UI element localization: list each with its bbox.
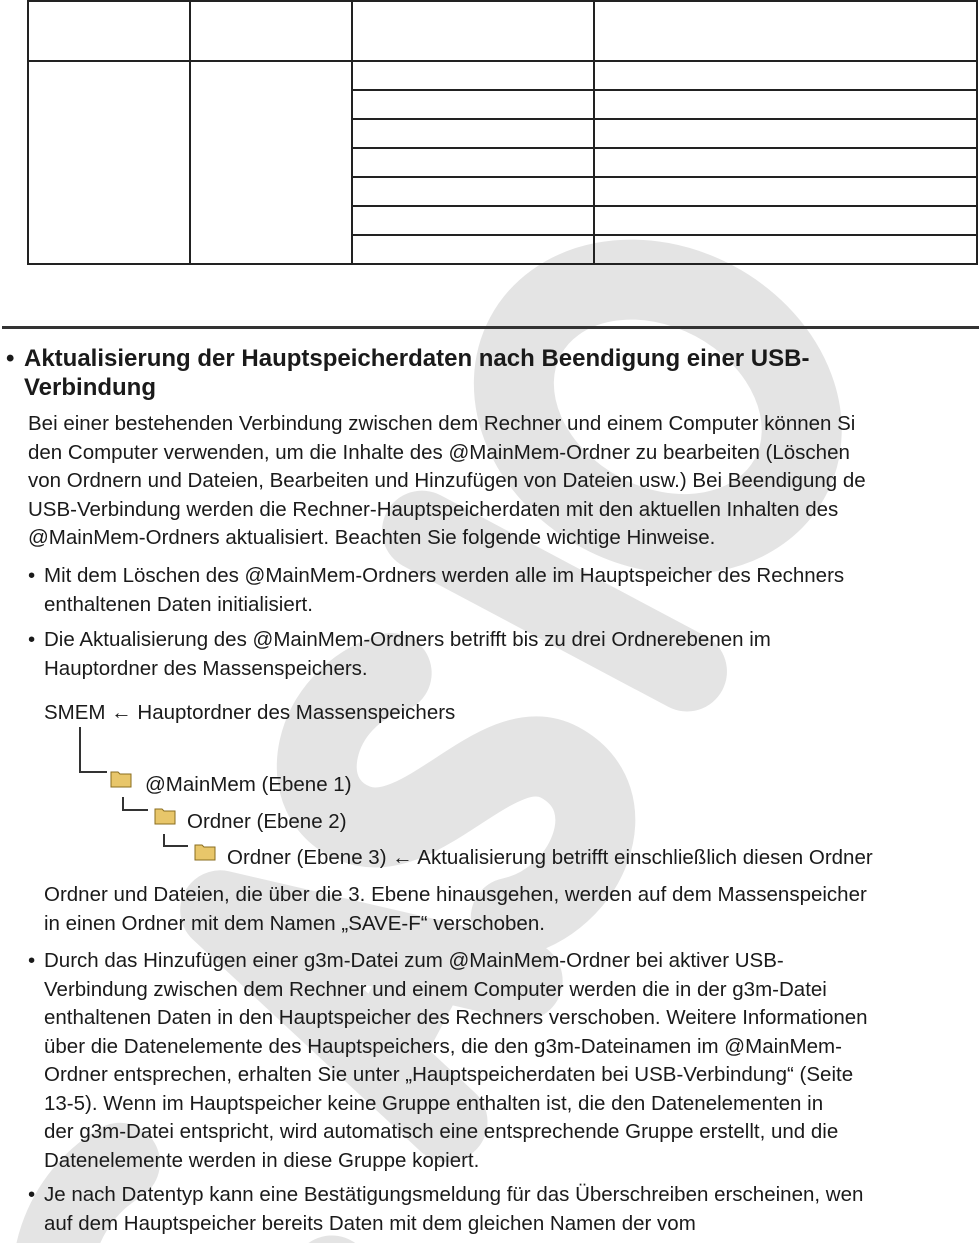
table-cell	[352, 119, 594, 148]
text-line: Verbindung zwischen dem Rechner und einem Computer werden die in der g3m-Datei	[44, 977, 827, 1001]
text-line: @MainMem-Ordners aktualisiert. Beachten Sie folgende wichtige Hinweise.	[28, 526, 716, 549]
tree-level1-label: @MainMem (Ebene 1)	[145, 773, 352, 796]
text-line: Ordner und Dateien, die über die 3. Ebene hinausgehen, werden auf dem Massenspeicher	[44, 883, 867, 906]
text-line: Datenelemente werden in diese Gruppe kopiert.	[44, 1148, 480, 1172]
tree-root: SMEM ← Hauptordner des Massenspeichers	[44, 701, 456, 724]
table-cell	[352, 1, 594, 61]
text-line: Durch das Hinzufügen einer g3m-Datei zum @MainMem-Ordner bei aktiver USB-	[44, 949, 784, 972]
text-line: den Computer verwenden, um die Inhalte des @MainMem-Ordner zu bearbeiten (Löschen	[28, 440, 850, 464]
table-cell	[594, 148, 977, 177]
table-cell	[28, 1, 190, 61]
tree-level3-label: Ordner (Ebene 3) ← Aktualisierung betrifft einschließlich diesen Ordner	[227, 846, 873, 869]
heading-line: Verbindung	[24, 374, 156, 401]
text-line: Bei einer bestehenden Verbindung zwischen dem Rechner und einem Computer können Si	[28, 412, 856, 435]
bullet-item	[28, 947, 978, 1175]
tree-connector	[79, 727, 81, 773]
heading-bullet: •	[6, 345, 15, 372]
text-line: Die Aktualisierung des @MainMem-Ordners betrifft bis zu drei Ordnerebenen im	[44, 628, 771, 651]
folder-icon	[154, 806, 176, 825]
table-cell	[594, 206, 977, 235]
table-cell	[594, 119, 977, 148]
folder-icon	[194, 842, 216, 861]
table-cell-merged	[190, 61, 352, 264]
data-table	[27, 0, 978, 265]
table-header-row	[28, 1, 977, 61]
table-cell	[352, 235, 594, 264]
section-divider	[2, 326, 979, 329]
text-line: Je nach Datentyp kann eine Bestätigungsmeldung für das Überschreiben erscheinen, wen	[44, 1183, 864, 1206]
after-tree-paragraph	[44, 881, 979, 938]
heading-line: Aktualisierung der Hauptspeicherdaten nach Beendigung einer USB-	[24, 345, 810, 372]
tree-connector	[79, 771, 107, 773]
table-cell	[352, 148, 594, 177]
text-line: USB-Verbindung werden die Rechner-Hauptspeicherdaten mit den aktuellen Inhalten des	[28, 497, 839, 521]
bullet-dot: •	[28, 628, 36, 651]
text-line: enthaltenen Daten in den Hauptspeicher des Rechners verschoben. Weitere Informationen	[44, 1006, 868, 1029]
text-line: Hauptordner des Massenspeichers.	[44, 656, 368, 680]
folder-icon	[110, 769, 132, 788]
table-row	[28, 61, 977, 90]
table-cell-merged	[28, 61, 190, 264]
table-cell	[594, 90, 977, 119]
bullet-item	[28, 1181, 978, 1238]
bullet-dot: •	[28, 1183, 36, 1206]
table-cell	[352, 206, 594, 235]
table-cell	[594, 177, 977, 206]
table-cell	[594, 61, 977, 90]
text-line: von Ordnern und Dateien, Bearbeiten und Hinzufügen von Dateien usw.) Bei Beendigung de	[28, 469, 866, 492]
text-line: Mit dem Löschen des @MainMem-Ordners werden alle im Hauptspeicher des Rechners	[44, 564, 845, 587]
table-cell	[352, 177, 594, 206]
table-cell	[352, 61, 594, 90]
bullet-item	[28, 562, 978, 619]
tree-connector	[163, 845, 188, 847]
intro-paragraph	[28, 410, 978, 553]
text-line: der g3m-Datei entspricht, wird automatisch eine entsprechende Gruppe erstellt, und die	[44, 1120, 839, 1143]
text-line: über die Datenelemente des Hauptspeichers, die den g3m-Dateinamen im @MainMem-	[44, 1034, 842, 1058]
text-line: 13-5). Wenn im Hauptspeicher keine Gruppe enthalten ist, die den Datenelementen in	[44, 1091, 824, 1115]
table-cell	[594, 1, 977, 61]
bullet-item	[28, 626, 978, 683]
table-cell	[190, 1, 352, 61]
text-line: auf dem Hauptspeicher bereits Daten mit dem gleichen Namen der vom	[44, 1211, 696, 1235]
tree-level2-label: Ordner (Ebene 2)	[187, 810, 347, 833]
table-cell	[594, 235, 977, 264]
bullet-dot: •	[28, 564, 36, 587]
bullet-dot: •	[28, 949, 36, 972]
tree-connector	[122, 809, 148, 811]
text-line: Ordner entsprechen, erhalten Sie unter „Hauptspeicherdaten bei USB-Verbindung“ (Seite	[44, 1063, 854, 1086]
table-cell	[352, 90, 594, 119]
text-line: in einen Ordner mit dem Namen „SAVE-F“ verschoben.	[44, 911, 545, 935]
section-heading	[6, 344, 956, 402]
text-line: enthaltenen Daten initialisiert.	[44, 592, 313, 616]
